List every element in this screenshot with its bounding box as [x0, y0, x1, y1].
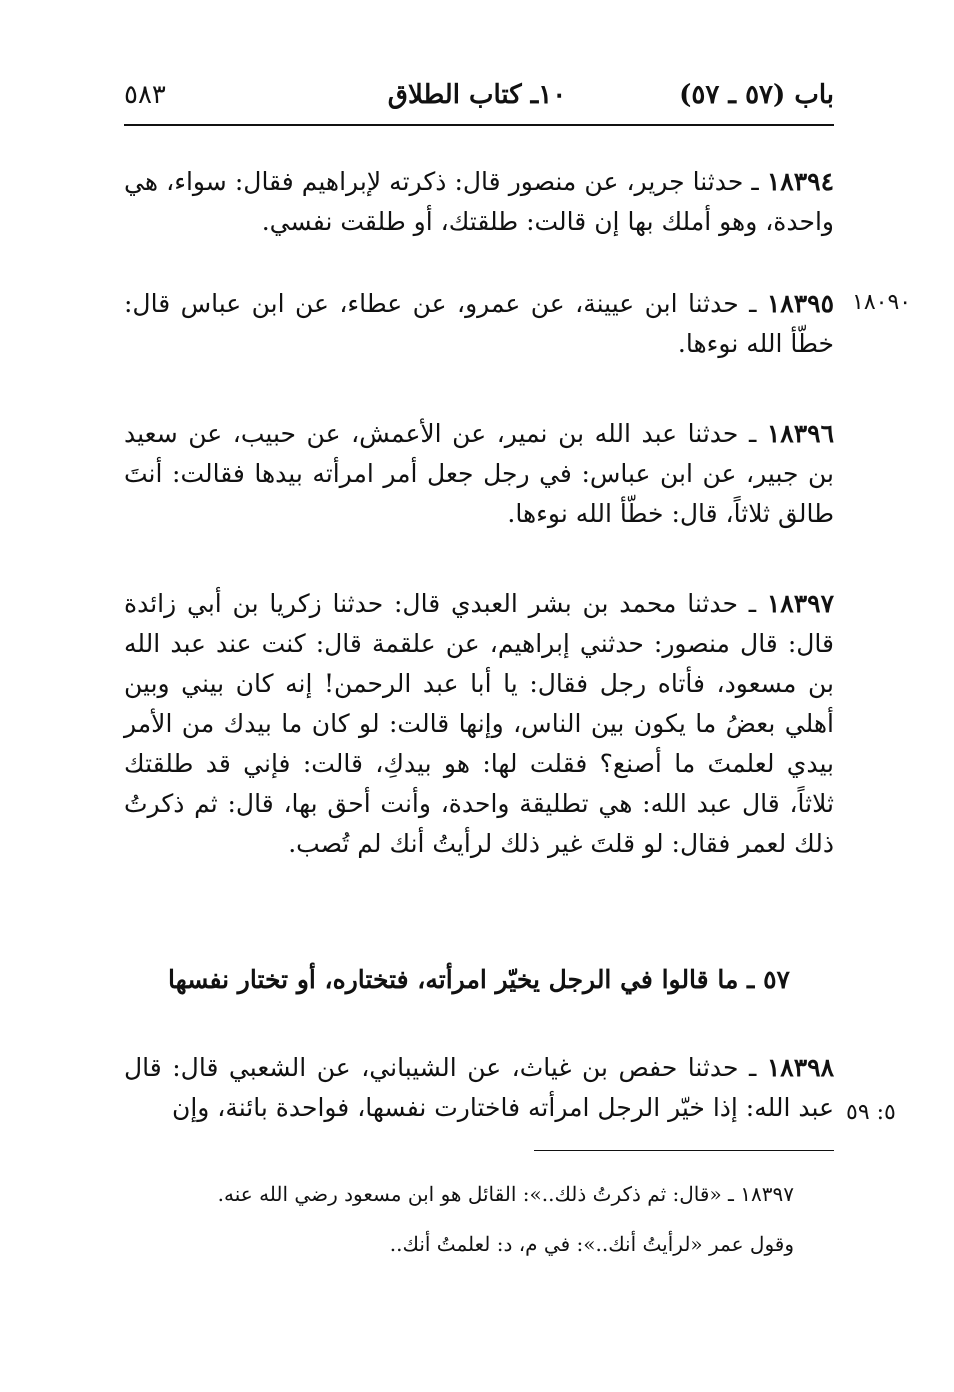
margin-reference: ٥: ٥٩: [846, 1100, 896, 1125]
entry-number: ١٨٣٩٤: [766, 167, 834, 196]
entry-number: ١٨٣٩٨: [766, 1053, 834, 1082]
book-title: ١٠ـ كتاب الطلاق: [387, 80, 567, 110]
footnote: ١٨٣٩٧ ـ «قال: ثم ذكرتُ ذلك..»: القائل هو ابن مسعود رضي الله عنه.: [217, 1182, 794, 1206]
margin-reference: ١٨٠٩٠: [852, 290, 912, 315]
entry-number: ١٨٣٩٦: [766, 419, 834, 448]
chapter-range: باب (٥٧ ـ ٥٧): [679, 80, 834, 110]
entry-text: ـ حدثنا محمد بن بشر العبدي قال: حدثنا زكريا بن أبي زائدة قال: قال منصور: حدثني إبراهيم، عن علقمة قال: كنت عند عبد الله بن مسعود، فأتاه رجل فقال: يا أبا عبد الرحمن! إنه كان بيني وبين أهلي بعضُ ما يكون بين الناس، وإنها قالت: لو كان ما بيدك من الأمر بيدي لعلمتَ ما أصنع؟ فقلت لها: هو بيدكِ، قالت: فإني قد طلقتك ثلاثاً، قال عبد الله: هي تطليقة واحدة، وأنت أحق بها، قال: ثم ذكرتُ ذلك لعمر فقال: لو قلتَ غير ذلك لرأيتُ أنك لم تُصب.: [124, 589, 834, 858]
header-rule: [124, 124, 834, 126]
entry-18394: [124, 162, 834, 242]
entry-text: ـ حدثنا عبد الله بن نمير، عن الأعمش، عن حبيب، عن سعيد بن جبير، عن ابن عباس: في رجل جعل أمر امرأته بيدها فقالت: أنتَ طالق ثلاثاً، قال: خطّأ الله نوءها.: [124, 419, 834, 528]
entry-number: ١٨٣٩٧: [766, 589, 834, 618]
entry-18397: [124, 584, 834, 864]
entry-18395: [124, 284, 834, 364]
entry-number: ١٨٣٩٥: [766, 289, 834, 318]
footnote: وقول عمر «لرأيتُ أنك..»: في م، د: لعلمتُ أنك..: [389, 1232, 794, 1256]
entry-text: ـ حدثنا حفص بن غياث، عن الشيباني، عن الشعبي قال: قال عبد الله: إذا خيّر الرجل امرأته فاختارت نفسها، فواحدة بائنة، وإن: [124, 1053, 834, 1122]
page-number: ٥٨٣: [124, 80, 166, 110]
entry-text: ـ حدثنا جرير، عن منصور قال: ذكرته لإبراهيم فقال: سواء، هي واحدة، وهو أملك بها إن قالت: طلقتك، أو طلقت نفسي.: [124, 167, 834, 236]
footnote-rule: [534, 1150, 834, 1151]
entry-text: ـ حدثنا ابن عيينة، عن عمرو، عن عطاء، عن ابن عباس قال: خطّأ الله نوءها.: [124, 289, 834, 358]
entry-18398: [124, 1048, 834, 1128]
entry-18396: [124, 414, 834, 534]
section-heading: ٥٧ ـ ما قالوا في الرجل يخيّر امرأته، فتختاره، أو تختار نفسها: [168, 965, 790, 994]
